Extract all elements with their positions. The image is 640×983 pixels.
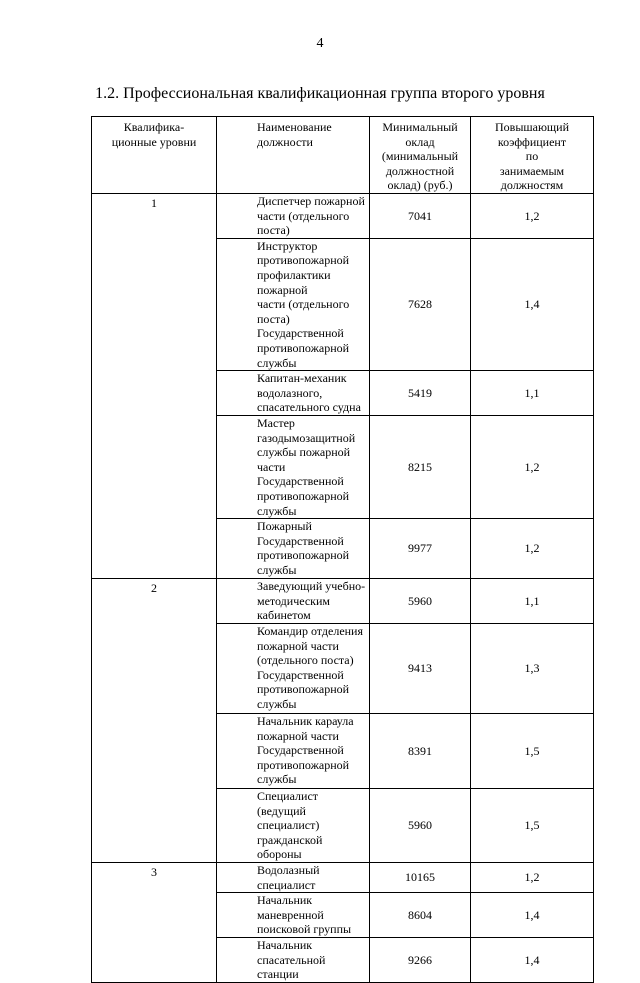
position-name-cell: Заведующий учебно- методическим кабинетом (217, 579, 370, 624)
position-name-cell: Начальник спасательной станции (217, 937, 370, 982)
coefficient-cell: 1,2 (471, 863, 594, 893)
coefficient-cell: 1,5 (471, 789, 594, 863)
coefficient-cell: 1,4 (471, 893, 594, 938)
position-name-cell: Водолазный специалист (217, 863, 370, 893)
position-name-cell: Пожарный Государственной противопожарной службы (217, 519, 370, 579)
coefficient-cell: 1,1 (471, 371, 594, 416)
salary-cell: 5960 (370, 789, 471, 863)
salary-cell: 9977 (370, 519, 471, 579)
coefficient-cell: 1,4 (471, 238, 594, 370)
position-name-cell: Начальник караула пожарной части Государственной противопожарной службы (217, 714, 370, 789)
section-title: 1.2. Профессиональная квалификационная группа второго уровня (95, 85, 545, 102)
coefficient-cell: 1,3 (471, 624, 594, 714)
position-name-cell: Специалист (ведущий специалист) гражданской обороны (217, 789, 370, 863)
position-name-cell: Инструктор противопожарной профилактики пожарной части (отдельного поста) Государственной противопожарной службы (217, 238, 370, 370)
position-name-cell: Диспетчер пожарной части (отдельного поста) (217, 193, 370, 238)
header-position-name: Наименование должности (217, 117, 370, 194)
coefficient-cell: 1,4 (471, 937, 594, 982)
position-name-cell: Командир отделения пожарной части (отдельного поста) Государственной противопожарной службы (217, 624, 370, 714)
qualification-pay-table (91, 116, 594, 983)
page-number: 4 (316, 36, 324, 51)
salary-cell: 8604 (370, 893, 471, 938)
coefficient-cell: 1,5 (471, 714, 594, 789)
table-header-row (92, 117, 594, 194)
salary-cell: 8391 (370, 714, 471, 789)
table-row (92, 579, 594, 624)
coefficient-cell: 1,2 (471, 193, 594, 238)
qualification-level-cell: 1 (92, 193, 217, 578)
coefficient-cell: 1,2 (471, 416, 594, 519)
salary-cell: 7628 (370, 238, 471, 370)
salary-cell: 8215 (370, 416, 471, 519)
coefficient-cell: 1,2 (471, 519, 594, 579)
salary-cell: 7041 (370, 193, 471, 238)
position-name-cell: Мастер газодымозащитной службы пожарной части Государственной противопожарной службы (217, 416, 370, 519)
header-qualification-level: Квалифика- ционные уровни (92, 117, 217, 194)
qualification-level-cell: 3 (92, 863, 217, 983)
salary-cell: 5419 (370, 371, 471, 416)
position-name-cell: Капитан-механик водолазного, спасательного судна (217, 371, 370, 416)
coefficient-cell: 1,1 (471, 579, 594, 624)
header-min-salary: Минимальный оклад (минимальный должностной оклад) (руб.) (370, 117, 471, 194)
position-name-cell: Начальник маневренной поисковой группы (217, 893, 370, 938)
header-coefficient: Повышающий коэффициент по занимаемым должностям (471, 117, 594, 194)
salary-cell: 9413 (370, 624, 471, 714)
table-row (92, 193, 594, 238)
salary-cell: 10165 (370, 863, 471, 893)
qualification-level-cell: 2 (92, 579, 217, 863)
salary-cell: 9266 (370, 937, 471, 982)
table-row (92, 863, 594, 893)
salary-cell: 5960 (370, 579, 471, 624)
